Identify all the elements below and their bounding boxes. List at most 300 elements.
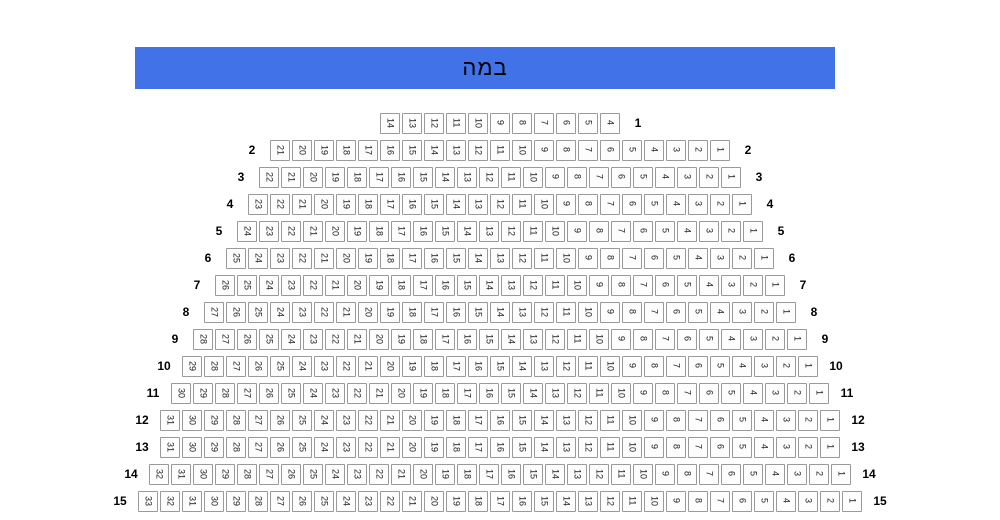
seat[interactable]: 23 [303,329,323,350]
seat[interactable]: 8 [556,140,576,161]
seat[interactable]: 13 [479,221,499,242]
seat[interactable]: 21 [314,248,334,269]
seat[interactable]: 25 [303,464,323,485]
seat[interactable]: 29 [226,491,246,512]
seat[interactable]: 20 [325,221,345,242]
seat[interactable]: 5 [633,167,653,188]
seat[interactable]: 17 [490,491,510,512]
seat[interactable]: 11 [611,464,631,485]
seat[interactable]: 11 [523,221,543,242]
seat[interactable]: 21 [369,383,389,404]
seat[interactable]: 13 [468,194,488,215]
seat[interactable]: 5 [666,248,686,269]
seat[interactable]: 22 [358,437,378,458]
seat[interactable]: 12 [567,383,587,404]
seat[interactable]: 9 [633,383,653,404]
seat[interactable]: 9 [567,221,587,242]
seat[interactable]: 2 [820,491,840,512]
seat[interactable]: 19 [314,140,334,161]
seat[interactable]: 23 [325,383,345,404]
seat[interactable]: 14 [380,113,400,134]
seat[interactable]: 17 [457,383,477,404]
seat[interactable]: 16 [457,329,477,350]
seat[interactable]: 7 [622,248,642,269]
seat[interactable]: 30 [193,464,213,485]
seat[interactable]: 11 [567,329,587,350]
seat[interactable]: 16 [435,275,455,296]
seat[interactable]: 6 [600,140,620,161]
seat[interactable]: 14 [501,329,521,350]
seat[interactable]: 13 [567,464,587,485]
seat[interactable]: 4 [754,437,774,458]
seat[interactable]: 13 [578,491,598,512]
seat[interactable]: 17 [424,302,444,323]
seat[interactable]: 20 [303,167,323,188]
seat[interactable]: 25 [314,491,334,512]
seat[interactable]: 26 [248,356,268,377]
seat[interactable]: 5 [710,356,730,377]
seat[interactable]: 23 [336,410,356,431]
seat[interactable]: 26 [292,491,312,512]
seat[interactable]: 2 [798,410,818,431]
seat[interactable]: 5 [655,221,675,242]
seat[interactable]: 15 [512,410,532,431]
seat[interactable]: 18 [391,275,411,296]
seat[interactable]: 21 [336,302,356,323]
seat[interactable]: 19 [336,194,356,215]
seat[interactable]: 14 [545,464,565,485]
seat[interactable]: 12 [578,410,598,431]
seat[interactable]: 29 [193,383,213,404]
seat[interactable]: 25 [237,275,257,296]
seat[interactable]: 15 [534,491,554,512]
seat[interactable]: 22 [303,275,323,296]
seat[interactable]: 10 [589,329,609,350]
seat[interactable]: 24 [248,248,268,269]
seat[interactable]: 19 [424,410,444,431]
seat[interactable]: 4 [776,491,796,512]
seat[interactable]: 16 [512,491,532,512]
seat[interactable]: 7 [655,329,675,350]
seat[interactable]: 25 [292,437,312,458]
seat[interactable]: 23 [281,275,301,296]
seat[interactable]: 9 [644,437,664,458]
seat[interactable]: 9 [578,248,598,269]
seat[interactable]: 31 [160,437,180,458]
seat[interactable]: 17 [380,194,400,215]
seat[interactable]: 22 [270,194,290,215]
seat[interactable]: 14 [534,410,554,431]
seat[interactable]: 15 [402,140,422,161]
seat[interactable]: 13 [490,248,510,269]
seat[interactable]: 13 [501,275,521,296]
seat[interactable]: 1 [754,248,774,269]
seat[interactable]: 23 [358,491,378,512]
seat[interactable]: 28 [193,329,213,350]
seat[interactable]: 9 [644,410,664,431]
seat[interactable]: 1 [721,167,741,188]
seat[interactable]: 7 [710,491,730,512]
seat[interactable]: 16 [413,221,433,242]
seat[interactable]: 6 [732,491,752,512]
seat[interactable]: 14 [424,140,444,161]
seat[interactable]: 23 [248,194,268,215]
seat[interactable]: 4 [754,410,774,431]
seat[interactable]: 2 [699,167,719,188]
seat[interactable]: 22 [369,464,389,485]
seat[interactable]: 20 [402,437,422,458]
seat[interactable]: 20 [314,194,334,215]
seat[interactable]: 28 [237,464,257,485]
seat[interactable]: 13 [457,167,477,188]
seat[interactable]: 10 [644,491,664,512]
seat[interactable]: 29 [204,410,224,431]
seat[interactable]: 26 [237,329,257,350]
seat[interactable]: 19 [325,167,345,188]
seat[interactable]: 21 [347,329,367,350]
seat[interactable]: 10 [622,410,642,431]
seat[interactable]: 4 [644,140,664,161]
seat[interactable]: 27 [204,302,224,323]
seat[interactable]: 4 [699,275,719,296]
seat[interactable]: 21 [292,194,312,215]
seat[interactable]: 3 [776,410,796,431]
seat[interactable]: 19 [435,464,455,485]
seat[interactable]: 7 [699,464,719,485]
seat[interactable]: 32 [149,464,169,485]
seat[interactable]: 19 [358,248,378,269]
seat[interactable]: 25 [226,248,246,269]
seat[interactable]: 10 [578,302,598,323]
seat[interactable]: 15 [424,194,444,215]
seat[interactable]: 5 [622,140,642,161]
seat[interactable]: 17 [402,248,422,269]
seat[interactable]: 3 [688,194,708,215]
seat[interactable]: 14 [468,248,488,269]
seat[interactable]: 29 [215,464,235,485]
seat[interactable]: 4 [743,383,763,404]
seat[interactable]: 1 [842,491,862,512]
seat[interactable]: 8 [622,302,642,323]
seat[interactable]: 21 [281,167,301,188]
seat[interactable]: 15 [490,356,510,377]
seat[interactable]: 10 [523,167,543,188]
seat[interactable]: 12 [501,221,521,242]
seat[interactable]: 1 [809,383,829,404]
seat[interactable]: 22 [336,356,356,377]
seat[interactable]: 14 [490,302,510,323]
seat[interactable]: 15 [457,275,477,296]
seat[interactable]: 2 [809,464,829,485]
seat[interactable]: 22 [325,329,345,350]
seat[interactable]: 20 [391,383,411,404]
seat[interactable]: 22 [292,248,312,269]
seat[interactable]: 12 [556,356,576,377]
seat[interactable]: 27 [270,491,290,512]
seat[interactable]: 1 [831,464,851,485]
seat[interactable]: 13 [523,329,543,350]
seat[interactable]: 23 [270,248,290,269]
seat[interactable]: 16 [490,410,510,431]
seat[interactable]: 7 [688,410,708,431]
seat[interactable]: 8 [666,410,686,431]
seat[interactable]: 15 [512,437,532,458]
seat[interactable]: 4 [666,194,686,215]
seat[interactable]: 18 [457,464,477,485]
seat[interactable]: 2 [688,140,708,161]
seat[interactable]: 11 [501,167,521,188]
seat[interactable]: 18 [380,248,400,269]
seat[interactable]: 2 [721,221,741,242]
seat[interactable]: 12 [545,329,565,350]
seat[interactable]: 2 [787,383,807,404]
seat[interactable]: 31 [160,410,180,431]
seat[interactable]: 6 [644,248,664,269]
seat[interactable]: 18 [358,194,378,215]
seat[interactable]: 15 [446,248,466,269]
seat[interactable]: 19 [391,329,411,350]
seat[interactable]: 11 [600,437,620,458]
seat[interactable]: 30 [171,383,191,404]
seat[interactable]: 24 [314,410,334,431]
seat[interactable]: 23 [292,302,312,323]
seat[interactable]: 18 [336,140,356,161]
seat[interactable]: 16 [490,437,510,458]
seat[interactable]: 30 [182,410,202,431]
seat[interactable]: 21 [325,275,345,296]
seat[interactable]: 7 [666,356,686,377]
seat[interactable]: 25 [292,410,312,431]
seat[interactable]: 3 [677,167,697,188]
seat[interactable]: 3 [666,140,686,161]
seat[interactable]: 2 [776,356,796,377]
seat[interactable]: 14 [446,194,466,215]
seat[interactable]: 14 [479,275,499,296]
seat[interactable]: 7 [600,194,620,215]
seat[interactable]: 30 [182,437,202,458]
seat[interactable]: 11 [490,140,510,161]
seat[interactable]: 22 [281,221,301,242]
seat[interactable]: 17 [358,140,378,161]
seat[interactable]: 5 [699,329,719,350]
seat[interactable]: 24 [303,383,323,404]
seat[interactable]: 5 [721,383,741,404]
seat[interactable]: 18 [468,491,488,512]
seat[interactable]: 13 [402,113,422,134]
seat[interactable]: 10 [512,140,532,161]
seat[interactable]: 2 [765,329,785,350]
seat[interactable]: 1 [743,221,763,242]
seat[interactable]: 28 [248,491,268,512]
seat[interactable]: 28 [226,410,246,431]
seat[interactable]: 11 [578,356,598,377]
seat[interactable]: 18 [446,410,466,431]
seat[interactable]: 24 [270,302,290,323]
seat[interactable]: 9 [534,140,554,161]
seat[interactable]: 11 [512,194,532,215]
seat[interactable]: 26 [270,437,290,458]
seat[interactable]: 13 [556,410,576,431]
seat[interactable]: 1 [710,140,730,161]
seat[interactable]: 21 [380,437,400,458]
seat[interactable]: 28 [215,383,235,404]
seat[interactable]: 18 [347,167,367,188]
seat[interactable]: 9 [655,464,675,485]
seat[interactable]: 15 [413,167,433,188]
seat[interactable]: 16 [479,383,499,404]
seat[interactable]: 24 [325,464,345,485]
seat[interactable]: 29 [182,356,202,377]
seat[interactable]: 19 [424,437,444,458]
seat[interactable]: 8 [600,248,620,269]
seat[interactable]: 14 [512,356,532,377]
seat[interactable]: 17 [391,221,411,242]
seat[interactable]: 6 [688,356,708,377]
seat[interactable]: 22 [259,167,279,188]
seat[interactable]: 29 [204,437,224,458]
seat[interactable]: 16 [380,140,400,161]
seat[interactable]: 8 [589,221,609,242]
seat[interactable]: 4 [655,167,675,188]
seat[interactable]: 21 [391,464,411,485]
seat[interactable]: 9 [545,167,565,188]
seat[interactable]: 24 [314,437,334,458]
seat[interactable]: 25 [259,329,279,350]
seat[interactable]: 31 [182,491,202,512]
seat[interactable]: 5 [754,491,774,512]
seat[interactable]: 19 [402,356,422,377]
seat[interactable]: 17 [413,275,433,296]
seat[interactable]: 17 [468,410,488,431]
seat[interactable]: 21 [303,221,323,242]
seat[interactable]: 5 [578,113,598,134]
seat[interactable]: 6 [710,410,730,431]
seat[interactable]: 17 [479,464,499,485]
seat[interactable]: 4 [721,329,741,350]
seat[interactable]: 33 [138,491,158,512]
seat[interactable]: 11 [589,383,609,404]
seat[interactable]: 1 [787,329,807,350]
seat[interactable]: 24 [292,356,312,377]
seat[interactable]: 3 [710,248,730,269]
seat[interactable]: 14 [457,221,477,242]
seat[interactable]: 13 [534,356,554,377]
seat[interactable]: 19 [446,491,466,512]
seat[interactable]: 10 [534,194,554,215]
seat[interactable]: 5 [732,410,752,431]
seat[interactable]: 14 [435,167,455,188]
seat[interactable]: 3 [798,491,818,512]
seat[interactable]: 12 [424,113,444,134]
seat[interactable]: 16 [501,464,521,485]
seat[interactable]: 16 [446,302,466,323]
seat[interactable]: 11 [622,491,642,512]
seat[interactable]: 16 [468,356,488,377]
seat[interactable]: 9 [490,113,510,134]
seat[interactable]: 7 [633,275,653,296]
seat[interactable]: 6 [677,329,697,350]
seat[interactable]: 15 [501,383,521,404]
seat[interactable]: 13 [446,140,466,161]
seat[interactable]: 6 [556,113,576,134]
seat[interactable]: 2 [754,302,774,323]
seat[interactable]: 26 [226,302,246,323]
seat[interactable]: 27 [248,410,268,431]
seat[interactable]: 1 [776,302,796,323]
seat[interactable]: 11 [534,248,554,269]
seat[interactable]: 1 [765,275,785,296]
seat[interactable]: 26 [259,383,279,404]
seat[interactable]: 3 [721,275,741,296]
seat[interactable]: 7 [677,383,697,404]
seat[interactable]: 28 [226,437,246,458]
seat[interactable]: 8 [644,356,664,377]
seat[interactable]: 18 [446,437,466,458]
seat[interactable]: 19 [347,221,367,242]
seat[interactable]: 23 [347,464,367,485]
seat[interactable]: 1 [820,437,840,458]
seat[interactable]: 4 [765,464,785,485]
seat[interactable]: 8 [512,113,532,134]
seat[interactable]: 27 [226,356,246,377]
seat[interactable]: 15 [479,329,499,350]
seat[interactable]: 3 [776,437,796,458]
seat[interactable]: 20 [380,356,400,377]
seat[interactable]: 10 [611,383,631,404]
seat[interactable]: 24 [336,491,356,512]
seat[interactable]: 21 [270,140,290,161]
seat[interactable]: 2 [710,194,730,215]
seat[interactable]: 8 [688,491,708,512]
seat[interactable]: 12 [589,464,609,485]
seat[interactable]: 17 [369,167,389,188]
seat[interactable]: 17 [446,356,466,377]
seat[interactable]: 3 [732,302,752,323]
seat[interactable]: 10 [600,356,620,377]
seat[interactable]: 9 [666,491,686,512]
seat[interactable]: 7 [534,113,554,134]
seat[interactable]: 26 [215,275,235,296]
seat[interactable]: 8 [633,329,653,350]
seat[interactable]: 27 [215,329,235,350]
seat[interactable]: 20 [369,329,389,350]
seat[interactable]: 12 [600,491,620,512]
seat[interactable]: 12 [512,248,532,269]
seat[interactable]: 6 [721,464,741,485]
seat[interactable]: 6 [633,221,653,242]
seat[interactable]: 27 [248,437,268,458]
seat[interactable]: 7 [611,221,631,242]
seat[interactable]: 22 [380,491,400,512]
seat[interactable]: 6 [710,437,730,458]
seat[interactable]: 22 [358,410,378,431]
seat[interactable]: 2 [798,437,818,458]
seat[interactable]: 5 [677,275,697,296]
seat[interactable]: 10 [633,464,653,485]
seat[interactable]: 26 [281,464,301,485]
seat[interactable]: 25 [270,356,290,377]
seat[interactable]: 19 [380,302,400,323]
seat[interactable]: 21 [402,491,422,512]
seat[interactable]: 25 [248,302,268,323]
seat[interactable]: 10 [468,113,488,134]
seat[interactable]: 27 [237,383,257,404]
seat[interactable]: 9 [611,329,631,350]
seat[interactable]: 1 [798,356,818,377]
seat[interactable]: 3 [787,464,807,485]
seat[interactable]: 18 [424,356,444,377]
seat[interactable]: 4 [732,356,752,377]
